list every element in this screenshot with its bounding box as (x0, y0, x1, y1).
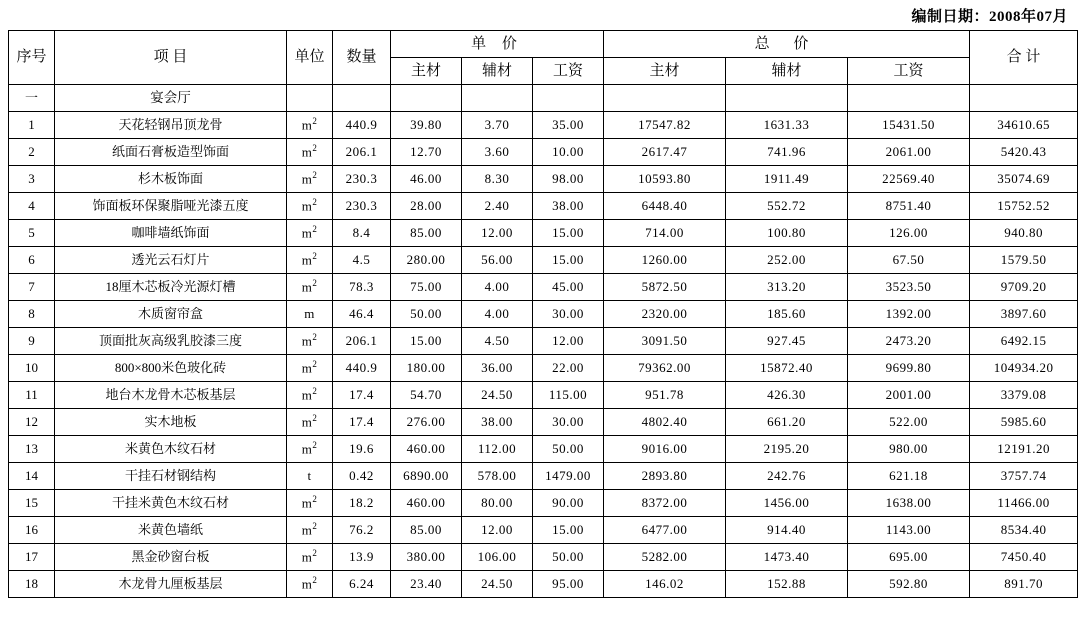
row-unitprice-main: 50.00 (391, 301, 462, 328)
document-header (8, 0, 1074, 30)
row-unit: $m^2$ (287, 112, 333, 139)
row-grand-total: 3757.74 (970, 463, 1078, 490)
row-unit: t (287, 463, 333, 490)
group-unit (287, 85, 333, 112)
group-total (970, 85, 1078, 112)
row-unit: $m^2$ (287, 382, 333, 409)
group-tp-labor (848, 85, 970, 112)
row-quantity: 206.1 (333, 328, 391, 355)
col-header-seq: 序号 (9, 31, 55, 85)
row-unitprice-main: 6890.00 (391, 463, 462, 490)
row-totalprice-aux: 661.20 (726, 409, 848, 436)
row-unitprice-labor: 15.00 (533, 247, 604, 274)
row-unit: $m^2$ (287, 544, 333, 571)
row-totalprice-main: 5872.50 (604, 274, 726, 301)
row-totalprice-labor: 592.80 (848, 571, 970, 598)
row-quantity: 0.42 (333, 463, 391, 490)
row-unit: $m^2$ (287, 328, 333, 355)
row-unitprice-main: 15.00 (391, 328, 462, 355)
row-unitprice-labor: 35.00 (533, 112, 604, 139)
row-grand-total: 5985.60 (970, 409, 1078, 436)
table-header (9, 31, 1078, 85)
row-unitprice-main: 85.00 (391, 517, 462, 544)
row-unit: $m^2$ (287, 571, 333, 598)
row-quantity: 440.9 (333, 112, 391, 139)
row-unitprice-main: 54.70 (391, 382, 462, 409)
row-unitprice-labor: 10.00 (533, 139, 604, 166)
row-totalprice-labor: 3523.50 (848, 274, 970, 301)
col-header-totalprice-main: 主材 (604, 58, 726, 85)
row-unitprice-aux: 2.40 (462, 193, 533, 220)
row-unitprice-labor: 50.00 (533, 436, 604, 463)
row-totalprice-aux: 741.96 (726, 139, 848, 166)
row-grand-total: 11466.00 (970, 490, 1078, 517)
row-unitprice-aux: 36.00 (462, 355, 533, 382)
row-seq: 13 (9, 436, 55, 463)
row-unitprice-labor: 95.00 (533, 571, 604, 598)
row-grand-total: 5420.43 (970, 139, 1078, 166)
row-totalprice-main: 6448.40 (604, 193, 726, 220)
col-header-total-price-group: 总 价 (604, 31, 970, 58)
table-row-group (9, 85, 1078, 112)
row-totalprice-main: 1260.00 (604, 247, 726, 274)
row-totalprice-aux: 313.20 (726, 274, 848, 301)
row-unit: $m^2$ (287, 409, 333, 436)
row-seq: 15 (9, 490, 55, 517)
row-totalprice-main: 714.00 (604, 220, 726, 247)
row-quantity: 6.24 (333, 571, 391, 598)
row-quantity: 76.2 (333, 517, 391, 544)
table-row (9, 382, 1078, 409)
row-item: 顶面批灰高级乳胶漆三度 (55, 328, 287, 355)
row-unitprice-labor: 30.00 (533, 409, 604, 436)
row-unit: $m^2$ (287, 517, 333, 544)
budget-table (8, 30, 1078, 598)
table-row (9, 139, 1078, 166)
row-unitprice-labor: 115.00 (533, 382, 604, 409)
row-unitprice-main: 46.00 (391, 166, 462, 193)
row-seq: 4 (9, 193, 55, 220)
row-grand-total: 9709.20 (970, 274, 1078, 301)
row-seq: 5 (9, 220, 55, 247)
row-unitprice-aux: 8.30 (462, 166, 533, 193)
row-unitprice-labor: 50.00 (533, 544, 604, 571)
table-body (9, 85, 1078, 598)
row-seq: 8 (9, 301, 55, 328)
table-row (9, 355, 1078, 382)
row-unitprice-labor: 30.00 (533, 301, 604, 328)
row-totalprice-labor: 1638.00 (848, 490, 970, 517)
table-row (9, 247, 1078, 274)
row-unitprice-labor: 98.00 (533, 166, 604, 193)
row-unit: $m^2$ (287, 166, 333, 193)
row-unitprice-labor: 15.00 (533, 220, 604, 247)
row-unitprice-aux: 578.00 (462, 463, 533, 490)
row-totalprice-aux: 1631.33 (726, 112, 848, 139)
row-totalprice-aux: 152.88 (726, 571, 848, 598)
row-unitprice-aux: 4.00 (462, 274, 533, 301)
row-totalprice-aux: 927.45 (726, 328, 848, 355)
row-quantity: 78.3 (333, 274, 391, 301)
row-unitprice-labor: 38.00 (533, 193, 604, 220)
row-item: 纸面石膏板造型饰面 (55, 139, 287, 166)
row-totalprice-main: 6477.00 (604, 517, 726, 544)
row-totalprice-labor: 621.18 (848, 463, 970, 490)
group-tp-aux (726, 85, 848, 112)
row-totalprice-main: 4802.40 (604, 409, 726, 436)
col-header-grand-total: 合 计 (970, 31, 1078, 85)
row-totalprice-aux: 426.30 (726, 382, 848, 409)
row-unit: $m^2$ (287, 436, 333, 463)
group-seq: 一 (9, 85, 55, 112)
row-totalprice-labor: 9699.80 (848, 355, 970, 382)
row-grand-total: 8534.40 (970, 517, 1078, 544)
table-row (9, 274, 1078, 301)
row-totalprice-labor: 1392.00 (848, 301, 970, 328)
row-totalprice-labor: 695.00 (848, 544, 970, 571)
row-seq: 1 (9, 112, 55, 139)
row-totalprice-aux: 1456.00 (726, 490, 848, 517)
row-unitprice-aux: 3.60 (462, 139, 533, 166)
row-grand-total: 6492.15 (970, 328, 1078, 355)
row-item: 黑金砂窗台板 (55, 544, 287, 571)
table-row (9, 193, 1078, 220)
row-grand-total: 35074.69 (970, 166, 1078, 193)
col-header-totalprice-aux: 辅材 (726, 58, 848, 85)
col-header-unitprice-aux: 辅材 (462, 58, 533, 85)
row-item: 实木地板 (55, 409, 287, 436)
row-unit: $m^2$ (287, 139, 333, 166)
table-row (9, 112, 1078, 139)
row-seq: 7 (9, 274, 55, 301)
row-item: 干挂石材钢结构 (55, 463, 287, 490)
row-grand-total: 7450.40 (970, 544, 1078, 571)
row-item: 咖啡墙纸饰面 (55, 220, 287, 247)
table-row (9, 571, 1078, 598)
row-seq: 14 (9, 463, 55, 490)
group-up-aux (462, 85, 533, 112)
row-totalprice-main: 79362.00 (604, 355, 726, 382)
row-unitprice-labor: 90.00 (533, 490, 604, 517)
row-unitprice-main: 28.00 (391, 193, 462, 220)
row-totalprice-labor: 8751.40 (848, 193, 970, 220)
row-unitprice-main: 460.00 (391, 436, 462, 463)
row-grand-total: 12191.20 (970, 436, 1078, 463)
row-unitprice-main: 12.70 (391, 139, 462, 166)
row-item: 木龙骨九厘板基层 (55, 571, 287, 598)
col-header-item: 项 目 (55, 31, 287, 85)
row-totalprice-aux: 552.72 (726, 193, 848, 220)
row-item: 透光云石灯片 (55, 247, 287, 274)
row-unitprice-labor: 12.00 (533, 328, 604, 355)
row-unitprice-aux: 106.00 (462, 544, 533, 571)
row-item: 米黄色木纹石材 (55, 436, 287, 463)
row-unitprice-aux: 56.00 (462, 247, 533, 274)
row-item: 18厘木芯板冷光源灯槽 (55, 274, 287, 301)
row-unitprice-aux: 3.70 (462, 112, 533, 139)
row-grand-total: 3897.60 (970, 301, 1078, 328)
row-unitprice-main: 75.00 (391, 274, 462, 301)
row-totalprice-aux: 252.00 (726, 247, 848, 274)
row-unit: m (287, 301, 333, 328)
row-item: 干挂米黄色木纹石材 (55, 490, 287, 517)
row-totalprice-labor: 1143.00 (848, 517, 970, 544)
row-totalprice-main: 9016.00 (604, 436, 726, 463)
row-unitprice-main: 380.00 (391, 544, 462, 571)
row-unitprice-main: 280.00 (391, 247, 462, 274)
row-totalprice-labor: 980.00 (848, 436, 970, 463)
table-row (9, 166, 1078, 193)
row-totalprice-main: 2893.80 (604, 463, 726, 490)
row-unitprice-main: 85.00 (391, 220, 462, 247)
row-totalprice-aux: 100.80 (726, 220, 848, 247)
col-header-quantity: 数量 (333, 31, 391, 85)
col-header-totalprice-labor: 工资 (848, 58, 970, 85)
group-up-labor (533, 85, 604, 112)
row-totalprice-aux: 242.76 (726, 463, 848, 490)
row-unitprice-main: 180.00 (391, 355, 462, 382)
row-quantity: 8.4 (333, 220, 391, 247)
row-unitprice-main: 39.80 (391, 112, 462, 139)
table-row (9, 328, 1078, 355)
row-seq: 9 (9, 328, 55, 355)
row-totalprice-aux: 185.60 (726, 301, 848, 328)
row-quantity: 230.3 (333, 193, 391, 220)
row-totalprice-main: 2320.00 (604, 301, 726, 328)
table-row (9, 490, 1078, 517)
row-seq: 12 (9, 409, 55, 436)
row-totalprice-main: 5282.00 (604, 544, 726, 571)
table-row (9, 517, 1078, 544)
row-grand-total: 3379.08 (970, 382, 1078, 409)
row-totalprice-labor: 67.50 (848, 247, 970, 274)
row-totalprice-labor: 15431.50 (848, 112, 970, 139)
row-totalprice-aux: 1911.49 (726, 166, 848, 193)
row-quantity: 46.4 (333, 301, 391, 328)
row-seq: 10 (9, 355, 55, 382)
row-seq: 6 (9, 247, 55, 274)
table-row (9, 463, 1078, 490)
row-unitprice-aux: 38.00 (462, 409, 533, 436)
row-unitprice-labor: 1479.00 (533, 463, 604, 490)
col-header-unit-price-group: 单 价 (391, 31, 604, 58)
row-quantity: 206.1 (333, 139, 391, 166)
row-unitprice-aux: 4.50 (462, 328, 533, 355)
row-totalprice-main: 8372.00 (604, 490, 726, 517)
row-item: 米黄色墙纸 (55, 517, 287, 544)
row-unit: $m^2$ (287, 220, 333, 247)
row-quantity: 17.4 (333, 382, 391, 409)
row-totalprice-main: 3091.50 (604, 328, 726, 355)
row-item: 800×800米色玻化砖 (55, 355, 287, 382)
row-totalprice-labor: 2061.00 (848, 139, 970, 166)
group-qty (333, 85, 391, 112)
row-seq: 3 (9, 166, 55, 193)
row-unitprice-aux: 80.00 (462, 490, 533, 517)
row-unit: $m^2$ (287, 490, 333, 517)
group-up-main (391, 85, 462, 112)
row-totalprice-labor: 2473.20 (848, 328, 970, 355)
row-quantity: 19.6 (333, 436, 391, 463)
row-unitprice-main: 276.00 (391, 409, 462, 436)
row-unitprice-aux: 112.00 (462, 436, 533, 463)
row-totalprice-aux: 2195.20 (726, 436, 848, 463)
row-item: 木质窗帘盒 (55, 301, 287, 328)
row-totalprice-main: 146.02 (604, 571, 726, 598)
row-unit: $m^2$ (287, 355, 333, 382)
col-header-unit: 单位 (287, 31, 333, 85)
row-totalprice-main: 951.78 (604, 382, 726, 409)
row-seq: 16 (9, 517, 55, 544)
row-unitprice-aux: 12.00 (462, 220, 533, 247)
table-row (9, 220, 1078, 247)
table-row (9, 544, 1078, 571)
row-grand-total: 940.80 (970, 220, 1078, 247)
compile-date-label: 编制日期：2008年07月 (911, 8, 1068, 25)
row-quantity: 440.9 (333, 355, 391, 382)
row-unit: $m^2$ (287, 193, 333, 220)
row-grand-total: 15752.52 (970, 193, 1078, 220)
table-row (9, 436, 1078, 463)
row-item: 天花轻钢吊顶龙骨 (55, 112, 287, 139)
row-unitprice-aux: 12.00 (462, 517, 533, 544)
row-seq: 2 (9, 139, 55, 166)
row-unit: $m^2$ (287, 274, 333, 301)
row-unitprice-main: 23.40 (391, 571, 462, 598)
row-unitprice-labor: 15.00 (533, 517, 604, 544)
group-name: 宴会厅 (55, 85, 287, 112)
row-totalprice-main: 2617.47 (604, 139, 726, 166)
row-unitprice-labor: 22.00 (533, 355, 604, 382)
row-unitprice-aux: 24.50 (462, 571, 533, 598)
row-totalprice-labor: 126.00 (848, 220, 970, 247)
row-quantity: 17.4 (333, 409, 391, 436)
row-totalprice-main: 10593.80 (604, 166, 726, 193)
row-seq: 18 (9, 571, 55, 598)
row-seq: 17 (9, 544, 55, 571)
row-unitprice-aux: 24.50 (462, 382, 533, 409)
header-row-top (9, 31, 1078, 58)
table-row (9, 409, 1078, 436)
col-header-unitprice-main: 主材 (391, 58, 462, 85)
row-unitprice-labor: 45.00 (533, 274, 604, 301)
row-item: 杉木板饰面 (55, 166, 287, 193)
row-totalprice-aux: 15872.40 (726, 355, 848, 382)
table-row (9, 301, 1078, 328)
row-totalprice-aux: 1473.40 (726, 544, 848, 571)
row-quantity: 4.5 (333, 247, 391, 274)
row-item: 饰面板环保聚脂哑光漆五度 (55, 193, 287, 220)
row-grand-total: 34610.65 (970, 112, 1078, 139)
row-quantity: 13.9 (333, 544, 391, 571)
row-totalprice-main: 17547.82 (604, 112, 726, 139)
row-totalprice-labor: 2001.00 (848, 382, 970, 409)
row-quantity: 18.2 (333, 490, 391, 517)
row-quantity: 230.3 (333, 166, 391, 193)
row-totalprice-aux: 914.40 (726, 517, 848, 544)
row-totalprice-labor: 22569.40 (848, 166, 970, 193)
row-totalprice-labor: 522.00 (848, 409, 970, 436)
row-unitprice-main: 460.00 (391, 490, 462, 517)
row-grand-total: 104934.20 (970, 355, 1078, 382)
row-grand-total: 891.70 (970, 571, 1078, 598)
col-header-unitprice-labor: 工资 (533, 58, 604, 85)
row-seq: 11 (9, 382, 55, 409)
row-unit: $m^2$ (287, 247, 333, 274)
row-grand-total: 1579.50 (970, 247, 1078, 274)
row-unitprice-aux: 4.00 (462, 301, 533, 328)
group-tp-main (604, 85, 726, 112)
row-item: 地台木龙骨木芯板基层 (55, 382, 287, 409)
